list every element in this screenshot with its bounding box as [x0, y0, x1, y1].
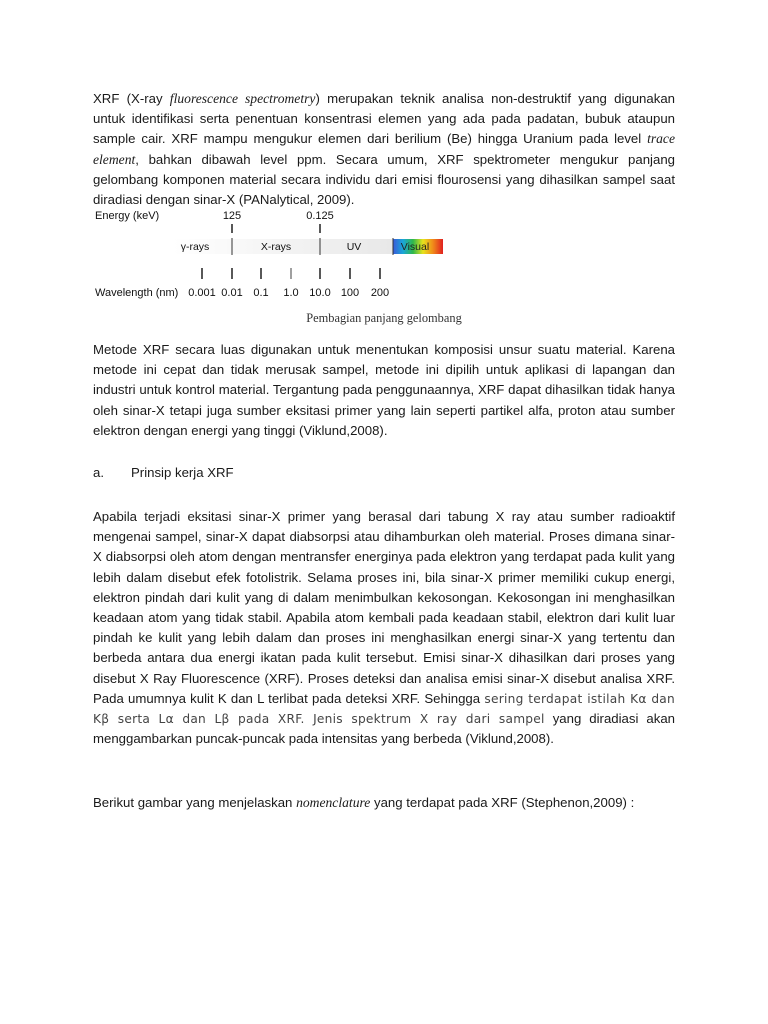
energy-tick-label: 125: [222, 210, 242, 222]
energy-tick-label: 0.125: [306, 210, 334, 222]
section-heading: [93, 465, 234, 480]
band-label: UV: [346, 241, 362, 253]
intro-paragraph: XRF (X-ray fluorescence spectrometry) merupakan teknik analisa non-destruktif yang digunakan untuk identifikasi serta penentuan konsentrasi elemen yang ada pada padatan, bubuk ataupun sample cair. XRF mampu mengukur elemen dari berilium (Be) hingga Uranium pada level trace element, bahkan dibawah level ppm. Secara umum, XRF spektrometer mengukur panjang gelombang komponen material secara individu dari emisi flourosensi yang dihasilkan sampel saat diradiasi dengan sinar-X (PANalytical, 2009).: [93, 91, 675, 208]
band-label: γ-rays: [180, 241, 210, 253]
section-title: Prinsip kerja XRF: [131, 465, 234, 480]
italic-term: fluorescence spectrometry: [169, 91, 316, 106]
wavelength-tick-label: 200: [370, 287, 390, 299]
energy-label: Energy (keV): [95, 210, 160, 222]
section-number: a.: [93, 465, 104, 480]
italic-term: nomenclature: [296, 795, 371, 810]
principle-paragraph: Apabila terjadi eksitasi sinar-X primer yang berasal dari tabung X ray atau sumber radioaktif mengenai sampel, sinar-X dapat diabsorpsi atau dihamburkan oleh material. Proses dimana sinar-X diabsorpsi oleh atom dengan mentransfer energinya pada elektron yang terdapat pada kulit yang lebih dalam disebut efek fotolistrik. Selama proses ini, bila sinar-X primer memiliki cukup energi, elektron pindah dari kulit yang di dalam menimbulkan kekosongan. Kekosongan ini menghasilkan keadaan atom yang tidak stabil. Apabila atom kembali pada keadaan stabil, elektron dari kulit luar pindah ke kulit yang lebih dalam dan proses ini menghasilkan energi sinar-X yang tertentu dan berbeda antara dua energi ikatan pada kulit tersebut. Emisi sinar-X dihasilkan dari proses yang disebut X Ray Fluorescence (XRF). Proses deteksi dan analisa emisi sinar-X disebut analisa XRF. Pada umumnya kulit K dan L terlibat pada deteksi XRF. Sehingga sering terdapat istilah Kα dan Kβ serta Lα dan Lβ pada XRF. Jenis spektrum X ray dari sampel yang diradiasi akan menggambarkan puncak-puncak pada intensitas yang berbeda (Viklund,2008).: [93, 509, 676, 747]
band-label: X-rays: [260, 241, 292, 253]
figure-caption: Pembagian panjang gelombang: [306, 311, 462, 325]
spectrum-figure: [93, 207, 453, 299]
italic-term: trace element: [93, 131, 675, 167]
wavelength-label: Wavelength (nm): [95, 287, 179, 299]
band-label: Visual: [400, 241, 430, 253]
wavelength-tick-label: 100: [340, 287, 360, 299]
wavelength-tick-label: 0.01: [221, 287, 243, 299]
method-paragraph: Metode XRF secara luas digunakan untuk menentukan komposisi unsur suatu material. Karena metode ini cepat dan tidak merusak sampel, metode ini dipilih untuk aplikasi di lapangan dan industri untuk kontrol material. Tergantung pada penggunaannya, XRF dapat dihasilkan tidak hanya oleh sinar-X tetapi juga sumber eksitasi primer yang lain seperti partikel alfa, proton atau sumber elektron dengan energi yang tinggi (Viklund,2008).: [93, 342, 675, 438]
wavelength-tick-label: 0.1: [253, 287, 269, 299]
closing-paragraph: Berikut gambar yang menjelaskan nomenclature yang terdapat pada XRF (Stephenon,2009) :: [93, 795, 635, 810]
wavelength-tick-label: 0.001: [188, 287, 216, 299]
wavelength-tick-label: 1.0: [283, 287, 299, 299]
styled-text-run: sering terdapat istilah Kα dan Kβ serta Lα dan Lβ pada XRF. Jenis spektrum X ray dari sampel: [93, 691, 676, 727]
wavelength-tick-label: 10.0: [309, 287, 331, 299]
